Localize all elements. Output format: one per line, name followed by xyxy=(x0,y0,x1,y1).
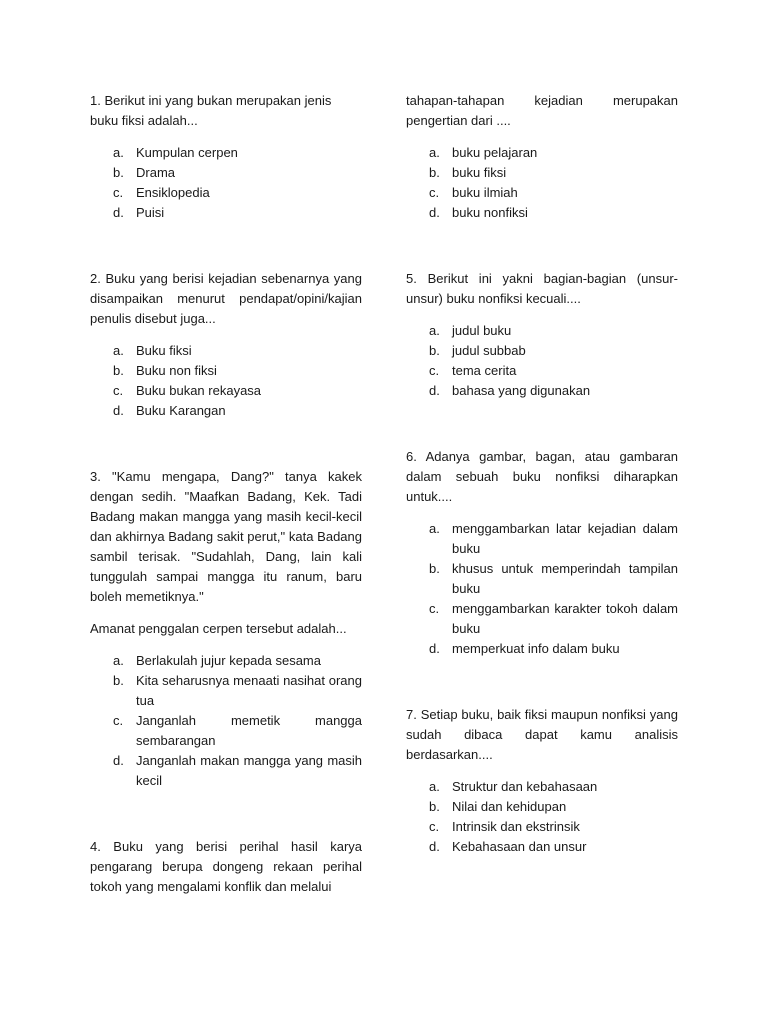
option-c xyxy=(90,381,362,401)
option-a xyxy=(406,143,678,163)
option-d xyxy=(90,203,362,223)
question-7-options xyxy=(406,777,678,857)
option-letter: d. xyxy=(429,641,440,656)
question-3-passage: 3. "Kamu mengapa, Dang?" tanya kakek dengan sedih. "Maafkan Badang, Kek. Tadi Badang makan mangga yang masih kecil-kecil dan akhirnya Badang sakit perut," kata Badang sambil terisak. "Sudahlah, Dang, lain kali tunggulah sampai mangga itu ranum, baru boleh memetiknya." xyxy=(90,469,362,604)
option-text: khusus untuk memperindah tampilan buku xyxy=(452,561,678,596)
option-letter: a. xyxy=(113,653,124,668)
question-2 xyxy=(90,269,362,421)
option-letter: a. xyxy=(429,779,440,794)
spacer xyxy=(90,791,362,837)
option-letter: c. xyxy=(113,383,124,398)
option-text: Kita seharusnya menaati nasihat orang tua xyxy=(136,673,362,708)
option-b xyxy=(90,671,362,711)
option-c xyxy=(406,817,678,837)
option-d xyxy=(90,401,362,421)
option-text: Berlakulah jujur kepada sesama xyxy=(136,653,321,668)
option-letter: d. xyxy=(429,839,440,854)
option-letter: c. xyxy=(429,185,440,200)
option-letter: d. xyxy=(113,753,124,768)
option-c xyxy=(406,599,678,639)
option-text: Janganlah memetik mangga sembarangan xyxy=(136,713,362,748)
option-text: Intrinsik dan ekstrinsik xyxy=(452,819,580,834)
option-a xyxy=(90,143,362,163)
option-text: buku fiksi xyxy=(452,165,507,180)
option-d xyxy=(406,381,678,401)
option-c xyxy=(406,361,678,381)
question-2-text: 2. Buku yang berisi kejadian sebenarnya yang disampaikan menurut pendapat/opini/kajian penulis disebut juga... xyxy=(90,271,362,326)
option-letter: b. xyxy=(429,799,440,814)
option-letter: b. xyxy=(113,673,124,688)
option-text: Nilai dan kehidupan xyxy=(452,799,567,814)
question-5 xyxy=(406,269,678,401)
question-4-options xyxy=(406,143,678,223)
spacer xyxy=(406,401,678,447)
option-a xyxy=(406,321,678,341)
question-5-text: 5. Berikut ini yakni bagian-bagian (unsur-unsur) buku nonfiksi kecuali.... xyxy=(406,271,678,306)
option-letter: d. xyxy=(429,205,440,220)
option-text: Kumpulan cerpen xyxy=(136,145,238,160)
option-text: Buku fiksi xyxy=(136,343,192,358)
option-a xyxy=(90,651,362,671)
question-6-options xyxy=(406,519,678,659)
question-4-text: 4. Buku yang berisi perihal hasil karya pengarang berupa dongeng rekaan perihal tokoh yang mengalami konflik dan melalui xyxy=(90,839,362,894)
option-b xyxy=(406,163,678,183)
question-4-continued-text: tahapan-tahapan kejadian merupakan pengertian dari .... xyxy=(406,93,678,128)
right-column xyxy=(406,91,678,857)
option-letter: b. xyxy=(429,561,440,576)
option-text: menggambarkan karakter tokoh dalam buku xyxy=(452,601,678,636)
question-4 xyxy=(90,837,362,897)
option-text: Buku bukan rekayasa xyxy=(136,383,262,398)
question-5-options xyxy=(406,321,678,401)
option-d xyxy=(406,639,678,659)
option-b xyxy=(90,361,362,381)
option-b xyxy=(406,559,678,599)
question-1-options xyxy=(90,143,362,223)
option-d xyxy=(406,837,678,857)
question-7 xyxy=(406,705,678,857)
option-a xyxy=(406,777,678,797)
left-column xyxy=(90,91,362,897)
option-text: tema cerita xyxy=(452,363,517,378)
option-a xyxy=(406,519,678,559)
question-3 xyxy=(90,467,362,791)
option-c xyxy=(90,183,362,203)
option-b xyxy=(90,163,362,183)
option-letter: d. xyxy=(113,403,124,418)
option-letter: c. xyxy=(113,185,124,200)
option-text: Ensiklopedia xyxy=(136,185,210,200)
question-2-options xyxy=(90,341,362,421)
option-letter: c. xyxy=(429,601,440,616)
question-6-text: 6. Adanya gambar, bagan, atau gambaran dalam sebuah buku nonfiksi diharapkan untuk.... xyxy=(406,449,678,504)
option-letter: c. xyxy=(429,363,440,378)
option-text: Buku non fiksi xyxy=(136,363,217,378)
spacer xyxy=(90,421,362,467)
option-text: Buku Karangan xyxy=(136,403,226,418)
option-letter: b. xyxy=(113,363,124,378)
question-3-text: Amanat penggalan cerpen tersebut adalah... xyxy=(90,621,347,636)
option-letter: b. xyxy=(429,343,440,358)
option-letter: b. xyxy=(113,165,124,180)
option-text: Puisi xyxy=(136,205,165,220)
spacer xyxy=(406,223,678,269)
option-text: bahasa yang digunakan xyxy=(452,383,591,398)
question-3-options xyxy=(90,651,362,791)
option-text: buku nonfiksi xyxy=(452,205,528,220)
option-text: buku ilmiah xyxy=(452,185,518,200)
option-letter: d. xyxy=(429,383,440,398)
question-1-text: 1. Berikut ini yang bukan merupakan jenis buku fiksi adalah... xyxy=(90,93,332,128)
option-text: Janganlah makan mangga yang masih kecil xyxy=(136,753,362,788)
option-text: memperkuat info dalam buku xyxy=(452,641,620,656)
option-text: Struktur dan kebahasaan xyxy=(452,779,598,794)
option-text: menggambarkan latar kejadian dalam buku xyxy=(452,521,678,556)
option-text: judul subbab xyxy=(452,343,526,358)
spacer xyxy=(90,223,362,269)
option-c xyxy=(90,711,362,751)
option-text: buku pelajaran xyxy=(452,145,538,160)
question-4-continued xyxy=(406,91,678,223)
option-b xyxy=(406,797,678,817)
option-letter: a. xyxy=(429,323,440,338)
option-text: Kebahasaan dan unsur xyxy=(452,839,587,854)
option-text: judul buku xyxy=(452,323,512,338)
option-letter: a. xyxy=(429,521,440,536)
question-1 xyxy=(90,91,362,223)
option-letter: d. xyxy=(113,205,124,220)
option-d xyxy=(406,203,678,223)
option-letter: a. xyxy=(113,343,124,358)
option-b xyxy=(406,341,678,361)
option-letter: a. xyxy=(113,145,124,160)
question-6 xyxy=(406,447,678,659)
option-letter: a. xyxy=(429,145,440,160)
question-7-text: 7. Setiap buku, baik fiksi maupun nonfiksi yang sudah dibaca dapat kamu analisis berdasarkan.... xyxy=(406,707,678,762)
option-c xyxy=(406,183,678,203)
option-a xyxy=(90,341,362,361)
option-text: Drama xyxy=(136,165,176,180)
option-letter: b. xyxy=(429,165,440,180)
option-d xyxy=(90,751,362,791)
spacer xyxy=(406,659,678,705)
option-letter: c. xyxy=(113,713,124,728)
option-letter: c. xyxy=(429,819,440,834)
